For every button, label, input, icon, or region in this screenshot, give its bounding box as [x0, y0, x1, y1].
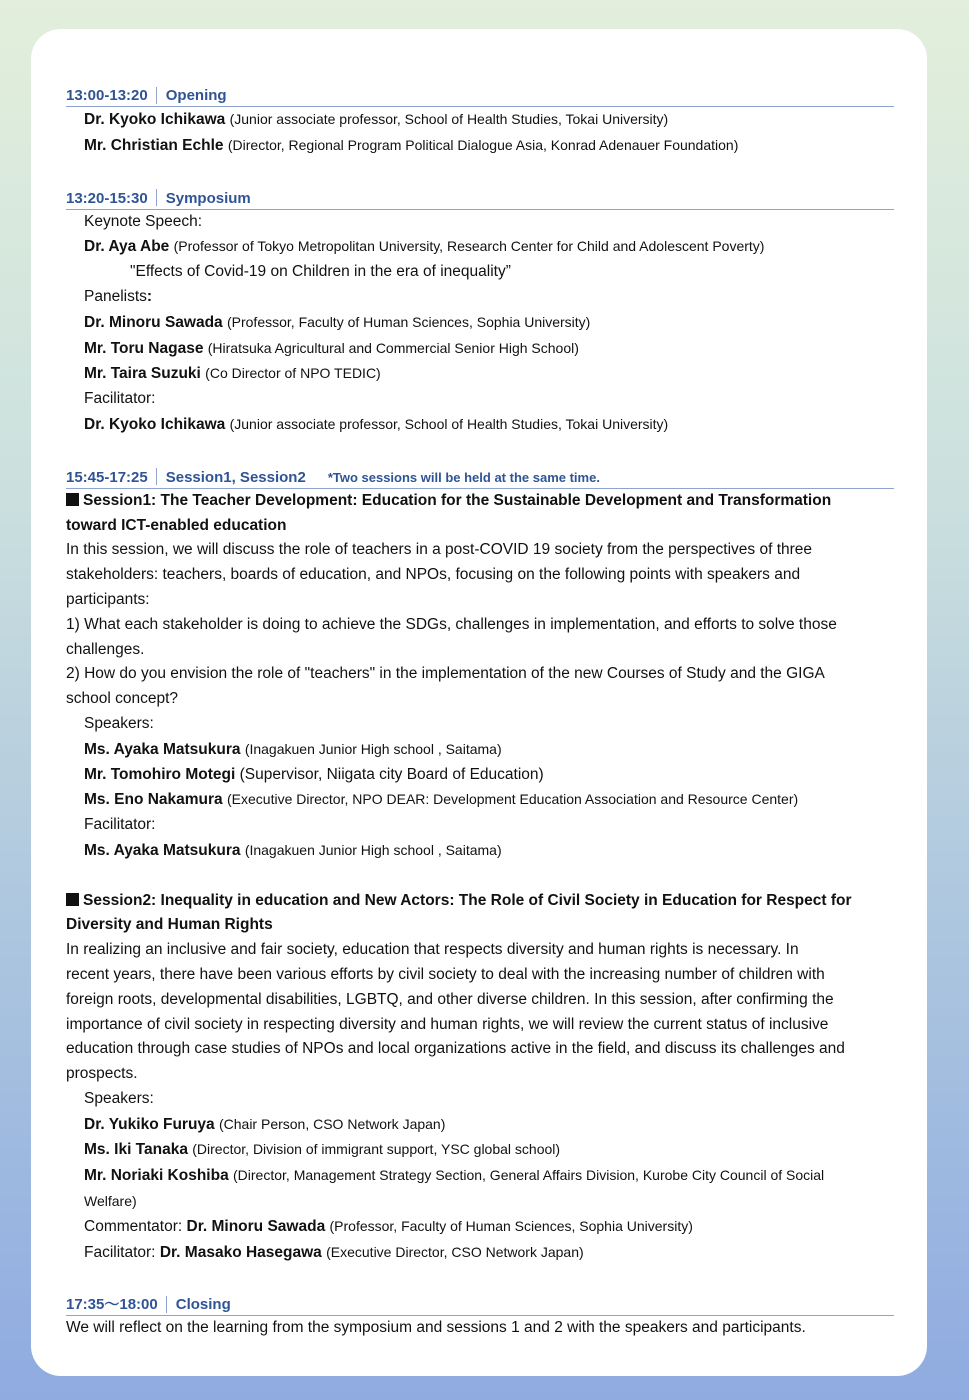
panelist: Mr. Taira Suzuki (Co Director of NPO TEDIC) — [84, 365, 381, 383]
sessions-note: *Two sessions will be held at the same time. — [327, 469, 600, 485]
facilitator-label: Facilitator: — [84, 816, 156, 834]
closing-title: Closing — [175, 1296, 231, 1314]
closing-description: We will reflect on the learning from the symposium and sessions 1 and 2 with the speakers and participants. — [66, 1319, 806, 1337]
sessions-heading — [66, 466, 894, 489]
speaker: Ms. Iki Tanaka (Director, Division of immigrant support, YSC global school) — [84, 1141, 561, 1159]
panelist: Dr. Minoru Sawada (Professor, Faculty of Human Sciences, Sophia University) — [84, 313, 591, 331]
facilitator-label: Facilitator: — [84, 390, 156, 408]
square-bullet-icon — [66, 893, 79, 906]
speakers-label: Speakers: — [84, 1089, 154, 1107]
symposium-title: Symposium — [165, 189, 251, 207]
heading-divider — [156, 189, 157, 206]
speaker: Mr. Tomohiro Motegi (Supervisor, Niigata city Board of Education) — [84, 765, 544, 783]
speaker: Dr. Yukiko Furuya (Chair Person, CSO Network Japan) — [84, 1115, 446, 1133]
program-card — [31, 29, 927, 1376]
program-content — [66, 84, 894, 1341]
commentator: Commentator: Dr. Minoru Sawada (Professor, Faculty of Human Sciences, Sophia University) — [84, 1217, 693, 1235]
speaker: Ms. Eno Nakamura (Executive Director, NPO DEAR: Development Education Association and Resource Center) — [84, 791, 799, 809]
panelist: Mr. Toru Nagase (Hiratsuka Agricultural and Commercial Senior High School) — [84, 339, 579, 357]
opening-heading — [66, 84, 894, 107]
keynote-label: Keynote Speech: — [84, 212, 203, 230]
keynote-speaker: Dr. Aya Abe (Professor of Tokyo Metropolitan University, Research Center for Child and Adolescent Poverty) — [84, 238, 765, 256]
facilitator: Facilitator: Dr. Masako Hasegawa (Executive Director, CSO Network Japan) — [84, 1243, 584, 1261]
session1-title: Session1: The Teacher Development: Education for the Sustainable Development and Transformation toward ICT-enabled education — [66, 491, 832, 534]
keynote-title: "Effects of Covid-19 on Children in the era of inequality” — [130, 263, 511, 281]
opening-person: Mr. Christian Echle (Director, Regional Program Political Dialogue Asia, Konrad Adenauer Foundation) — [84, 136, 739, 154]
speakers-label: Speakers: — [84, 714, 154, 732]
speaker: Mr. Noriaki Koshiba (Director, Management Strategy Section, General Affairs Division, Kurobe City Council of Social — [84, 1167, 825, 1185]
opening-person: Dr. Kyoko Ichikawa (Junior associate professor, School of Health Studies, Tokai University) — [84, 111, 669, 128]
speaker: Ms. Ayaka Matsukura (Inagakuen Junior High school , Saitama) — [84, 740, 502, 758]
opening-title: Opening — [165, 87, 227, 104]
closing-heading — [66, 1293, 894, 1316]
heading-divider — [166, 1296, 167, 1313]
facilitator: Ms. Ayaka Matsukura (Inagakuen Junior High school , Saitama) — [84, 841, 502, 859]
square-bullet-icon — [66, 493, 79, 506]
session1-description: In this session, we will discuss the role of teachers in a post-COVID 19 society from the perspectives of three stakeholders: teachers, boards of education, and NPOs, focusing on the following points with speakers and participants: 1) What each stakeholder is doing to achieve the SDGs, challenges in implementation, and efforts to solve those challenges. 2) How do you envision the role of "teachers" in the implementation of the new Courses of Study and the GIGA school concept? — [66, 541, 837, 708]
speaker-affiliation-continued: Welfare) — [84, 1193, 137, 1210]
closing-time: 17:35～18:00 — [66, 1296, 158, 1314]
session2-title: Session2: Inequality in education and New Actors: The Role of Civil Society in Education for Respect for Diversity and Human Rights — [66, 891, 852, 934]
sessions-title: Session1, Session2 — [165, 468, 306, 486]
facilitator: Dr. Kyoko Ichikawa (Junior associate professor, School of Health Studies, Tokai University) — [84, 415, 669, 433]
sessions-time: 15:45-17:25 — [66, 468, 148, 486]
opening-time: 13:00-13:20 — [66, 87, 148, 104]
panelists-label: Panelists: — [84, 287, 153, 305]
symposium-time: 13:20-15:30 — [66, 189, 148, 207]
symposium-heading — [66, 187, 894, 210]
heading-divider — [156, 87, 157, 104]
heading-divider — [156, 468, 157, 485]
session2-description: In realizing an inclusive and fair society, education that respects diversity and human rights is necessary. In recent years, there have been various efforts by civil society to deal with the increasing number of children with foreign roots, developmental disabilities, LGBTQ, and other diverse children. In this session, after confirming the importance of civil society in respecting diversity and human rights, we will review the current status of inclusive education through case studies of NPOs and local organizations active in the field, and discuss its challenges and prospects. — [66, 941, 845, 1083]
